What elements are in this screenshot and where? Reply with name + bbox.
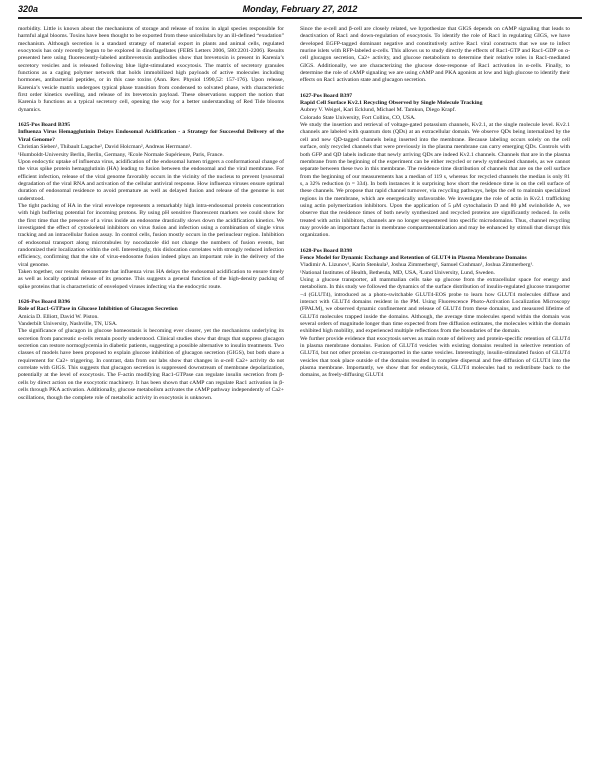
abstract [300, 93, 570, 240]
abstract-paragraph: We study the insertion and retrieval of voltage-gated potassium channels, Kv2.1, at the single molecule level. Kv2.1 channels are labeled with quantum dots (QDs) at an extracellular domain. We observe QDs being internalized by the cell and new QD-tagged channels being inserted into the membrane. Because labeling occurs solely on the cell surface, only recycled channels that were previously in the plasma membrane can carry emerging QDs. Controls with both GFP and QD labels indicate that newly arriving QDs are indeed Kv2.1 channels. Channels that are in the plasma membrane from the beginning of the experiment can be either recycled or newly synthesized channels, as we cannot separate between these two in this membrane. The residence time distribution of channels that are on the cell surface from the beginning of our measurements has a median of 119 s, whereas for recycled channels the median is only 81 s, a 32% reduction (n = 334). In both instances it is surprising how short the residence time is on the cell surface of these channels. We propose that rapid channel turnover, via recycling pathways, helps the cell to maintain specialized regions in the membrane, which are energetically unfavorable. We investigate the role of actin in Kv2.1 trafficking using actin polymerization inhibitors. Upon the application of 5 μM cytochalasin D and 80 μM swinholide A, we observe that the residence times of both newly synthesized and recycled proteins are significantly reduced. In cells treated with actin inhibitors, channels are no longer sequestered into specific microdomains. Thus, channel recycling may provide an important factor in membrane compartmentalization and may be enhanced by stimuli that disrupt this organization. [300, 122, 570, 239]
right-column [300, 26, 570, 380]
abstract-title: Influenza Virus Hemagglutinin Delays Endosomal Acidification - a Strategy for Successful Delivery of the Viral Genome? [18, 129, 284, 143]
abstract-body [18, 159, 284, 291]
abstract-title: Role of Rac1-GTPase in Glucose Inhibition of Glucagon Secretion [18, 306, 178, 313]
left-column [18, 26, 284, 402]
continuation-text: morbidity. Little is known about the mechanisms of storage and release of toxins in algal species responsible for harmful algal blooms. Toxins have been thought to be exported from these unicellulars by an ill-defined “exudation” mechanism. Although secretion is a standard strategy of material export in plants and animal cells, regulated exocytosis has only recently begun to be explored in dinoflagellates (FEBS Letters 2006, 580:2201-2206). Results presented here using fluorescently-labeled antibrevetoxin antibodies show that brevetoxin is present in Karenia’s secretory vesicles and is released following blue light-stimulated exocytosis. The matrix of secretory granules functions as a caging polymer network that holds immobilized high payloads of active molecules including hormones, antibacterial peptides, or in this case toxins (Ann. Rev. Physiol 1990,52: 157-176). Upon release, Karenia’s vesicle matrix undergoes typical phase transition from condensed to solvated phase, with characteristic first order kinetics swelling, and release of its brevetoxin payload. These observations support the notion that Karenia b functions as a typical secretory cell, opening the way for a better understanding of Red Tide blooms dynamics. [18, 26, 284, 113]
abstract-body [300, 122, 570, 240]
abstract [18, 299, 284, 402]
abstract-affiliation: Vanderbilt University, Nashville, TN, USA. [18, 321, 118, 328]
abstract-body [18, 328, 284, 401]
page-number: 320a [18, 4, 39, 14]
abstract-number: 1627-Pos Board B397 [300, 92, 353, 99]
abstract-authors: Aubrey V. Weigel, Kari Ecklund, Michael M. Tamkun, Diego Krapf. [300, 107, 456, 114]
abstract-number: 1626-Pos Board B396 [18, 299, 71, 306]
abstract-title: Fence Model for Dynamic Exchange and Retention of GLUT4 in Plasma Membrane Domains [300, 254, 527, 261]
issue-date: Monday, February 27, 2012 [242, 4, 358, 14]
abstract-title: Rapid Cell Surface Kv2.1 Recycling Observed by Single Molecule Tracking [300, 100, 483, 107]
abstract-affiliation: ¹Humboldt-University Berlin, Berlin, Germany, ²Ecole Normale Supérieure, Paris, France. [18, 151, 224, 158]
abstract-authors: Vladimir A. Lizunov¹, Karin Stenkula², Joshua Zimmerberg¹, Samuel Cushman¹, Joshua Zimmerberg¹. [300, 262, 534, 269]
abstract-paragraph: Taken together, our results demonstrate that influenza virus HA delays the endosomal acidification to ensure timely as well as locally optimal release of its genome. This suggests a general function of the high-density packing of spike proteins that is characteristic of enveloped viruses infecting via the endocytic route. [18, 269, 284, 290]
abstract-authors: Christian Sieben¹, Thibault Lagache², David Holcman², Andreas Herrmann¹. [18, 144, 192, 151]
page-header [18, 4, 582, 18]
abstract-authors: Amicia D. Elliott, David W. Piston. [18, 313, 99, 320]
abstract-paragraph: The significance of glucagon in glucose homeostasis is becoming ever clearer, yet the mechanisms underlying its secretion from pancreatic α-cells remain poorly understood. Clinical studies show that drugs that suppress glucagon secretion can restore normoglycemia in diabetic patients, suggesting a possible alternative to insulin treatments. Two classes of models have been proposed to explain glucose inhibition of glucagon secretion (GIGS), but both share a requirement for Ca2+ triggering. In contrast, data from our labs show that changes in α-cell Ca2+ activity do not correlate with GIGS. This suggests that glucagon secretion is suppressed downstream of membrane depolarization, potentially at the level of exocytosis. The F-actin modifying Rac1-GTPase can regulate insulin secretion from β-cells by direct action on the exocytotic machinery. It has been shown that cAMP can regulate Rac1 activation in β-cells through PKA activation. Additionally, glucose metabolism activates the cAMP pathway independently of Ca2+ oscillations, though the complete role of metabolic activity in exocytosis is unknown. [18, 328, 284, 401]
abstract-number: 1628-Pos Board B398 [300, 247, 353, 254]
header-rule [18, 17, 582, 19]
abstract-body [300, 277, 570, 380]
abstract [18, 122, 284, 291]
abstract [300, 248, 570, 380]
abstract-number: 1625-Pos Board B395 [18, 122, 71, 129]
abstract-paragraph: Upon endocytic uptake of influenza virus, acidification of the endosomal lumen triggers a conformational change of the virus spike protein hemagglutinin (HA) leading to fusion between the endosomal and the viral membrane. For efficient infection, release of the viral genome favorably occurs in the vicinity of the nucleus to prevent lysosomal degradation of the viral RNA and activation of the cellular antiviral response. How influenza viruses ensure optimal duration of endosomal residence to avoid premature as well as delayed fusion and release of the genome is not understood. [18, 158, 284, 202]
abstract-paragraph: Using a glucose transporter, all mammalian cells take up glucose from the extracellular space for energy and metabolism. In this study we followed the dynamics of the surface distribution of insulin-regulated glucose transporter −4 (GLUT4), introduced as a photo-switchable GLUT4-EOS probe to learn how GLUT4 molecules diffuse and interact with GLUT4 domains resident in the PM. Using Fluorescence Photo-Activation Localization Microscopy (FPALM), we observed dynamic confinement and release of GLUT4 from these domains, and measured lifetime of GLUT4 molecules trapped inside the domains. Although, the average time molecules spend within the domain was several orders of magnitude longer than time expected from free diffusion estimates, the molecules within the domain exhibited high mobility, and experienced multiple reflections from the boundaries of the domain. [300, 277, 570, 335]
abstract-affiliation: Colorado State University, Fort Collins, CO, USA. [300, 114, 416, 121]
continuation-text: Since the α-cell and β-cell are closely related, we hypothesize that GIGS depends on cAMP signaling that leads to deactivation of Rac1 and down-regulation of exocytosis. To identify the role of Rac1 in regulating GIGS, we have developed EGFP-tagged dominant negative and constitutively active Rac1 viral constructs that we use to infect murine islets with RFP-labeled α-cells. This allows us to study directly the effects of Rac1-GTP and Rac1-GDP on α-cell glucagon secretion, Ca2+ activity, and glucose metabolism to determine their relative roles in Rac1-mediated GIGS. Additionally, we are characterizing the glucose dose-response of Rac1 activation in α-cells. Finally, to determine the role of cAMP signaling we are using cAMP and PKA agonists at low and high glucose to identify their effects on Rac1 activation state and glucagon secretion. [300, 26, 570, 84]
abstract-affiliation: ¹National Institutes of Health, Bethesda, MD, USA, ²Lund University, Lund, Sweden. [300, 269, 495, 276]
abstract-paragraph: We further provide evidence that exocytosis serves as main route of delivery and protein-specific retention of GLUT4 in plasma membrane domains. Fusion of GLUT4 vesicles with existing domains resulted in selective retention of GLUT4, but not other proteins co-transported in the same vesicles. Interestingly, insulin-stimulated fusion of GLUT4 vesicles that took place outside of the domains resulted in complete dispersal and free diffusion of GLUT4 into the plasma membrane. Importantly, we show that for endocytosis, GLUT4 molecules had to redistribute back to the domains, as freely-diffusing GLUT4 [300, 335, 570, 379]
abstract-paragraph: The tight packing of HA in the viral envelope represents a remarkably high intra-endosomal protein concentration with high buffering potential for incoming protons. By using pH sensitive fluorescent markers we could show for the first time that the presence of a virus inside an endosome drastically slows down the acidification kinetics. We investigated the effect of cytoskeletal inhibitors on virus fusion and infection using a combination of single virus tracking and an intracellular fusion assay. In control cells, fusion mostly occurs in the perinuclear region. Inhibition of endosomal transport along microtubules by nocodazole did not change the numbers of fusion events, but randomized their localization within the cell. Interestingly, this dislocation correlates with strongly reduced infection efficiency, confirming that the site of virus-endosome fusion indeed plays an important role in the delivery of the viral genome. [18, 202, 284, 268]
